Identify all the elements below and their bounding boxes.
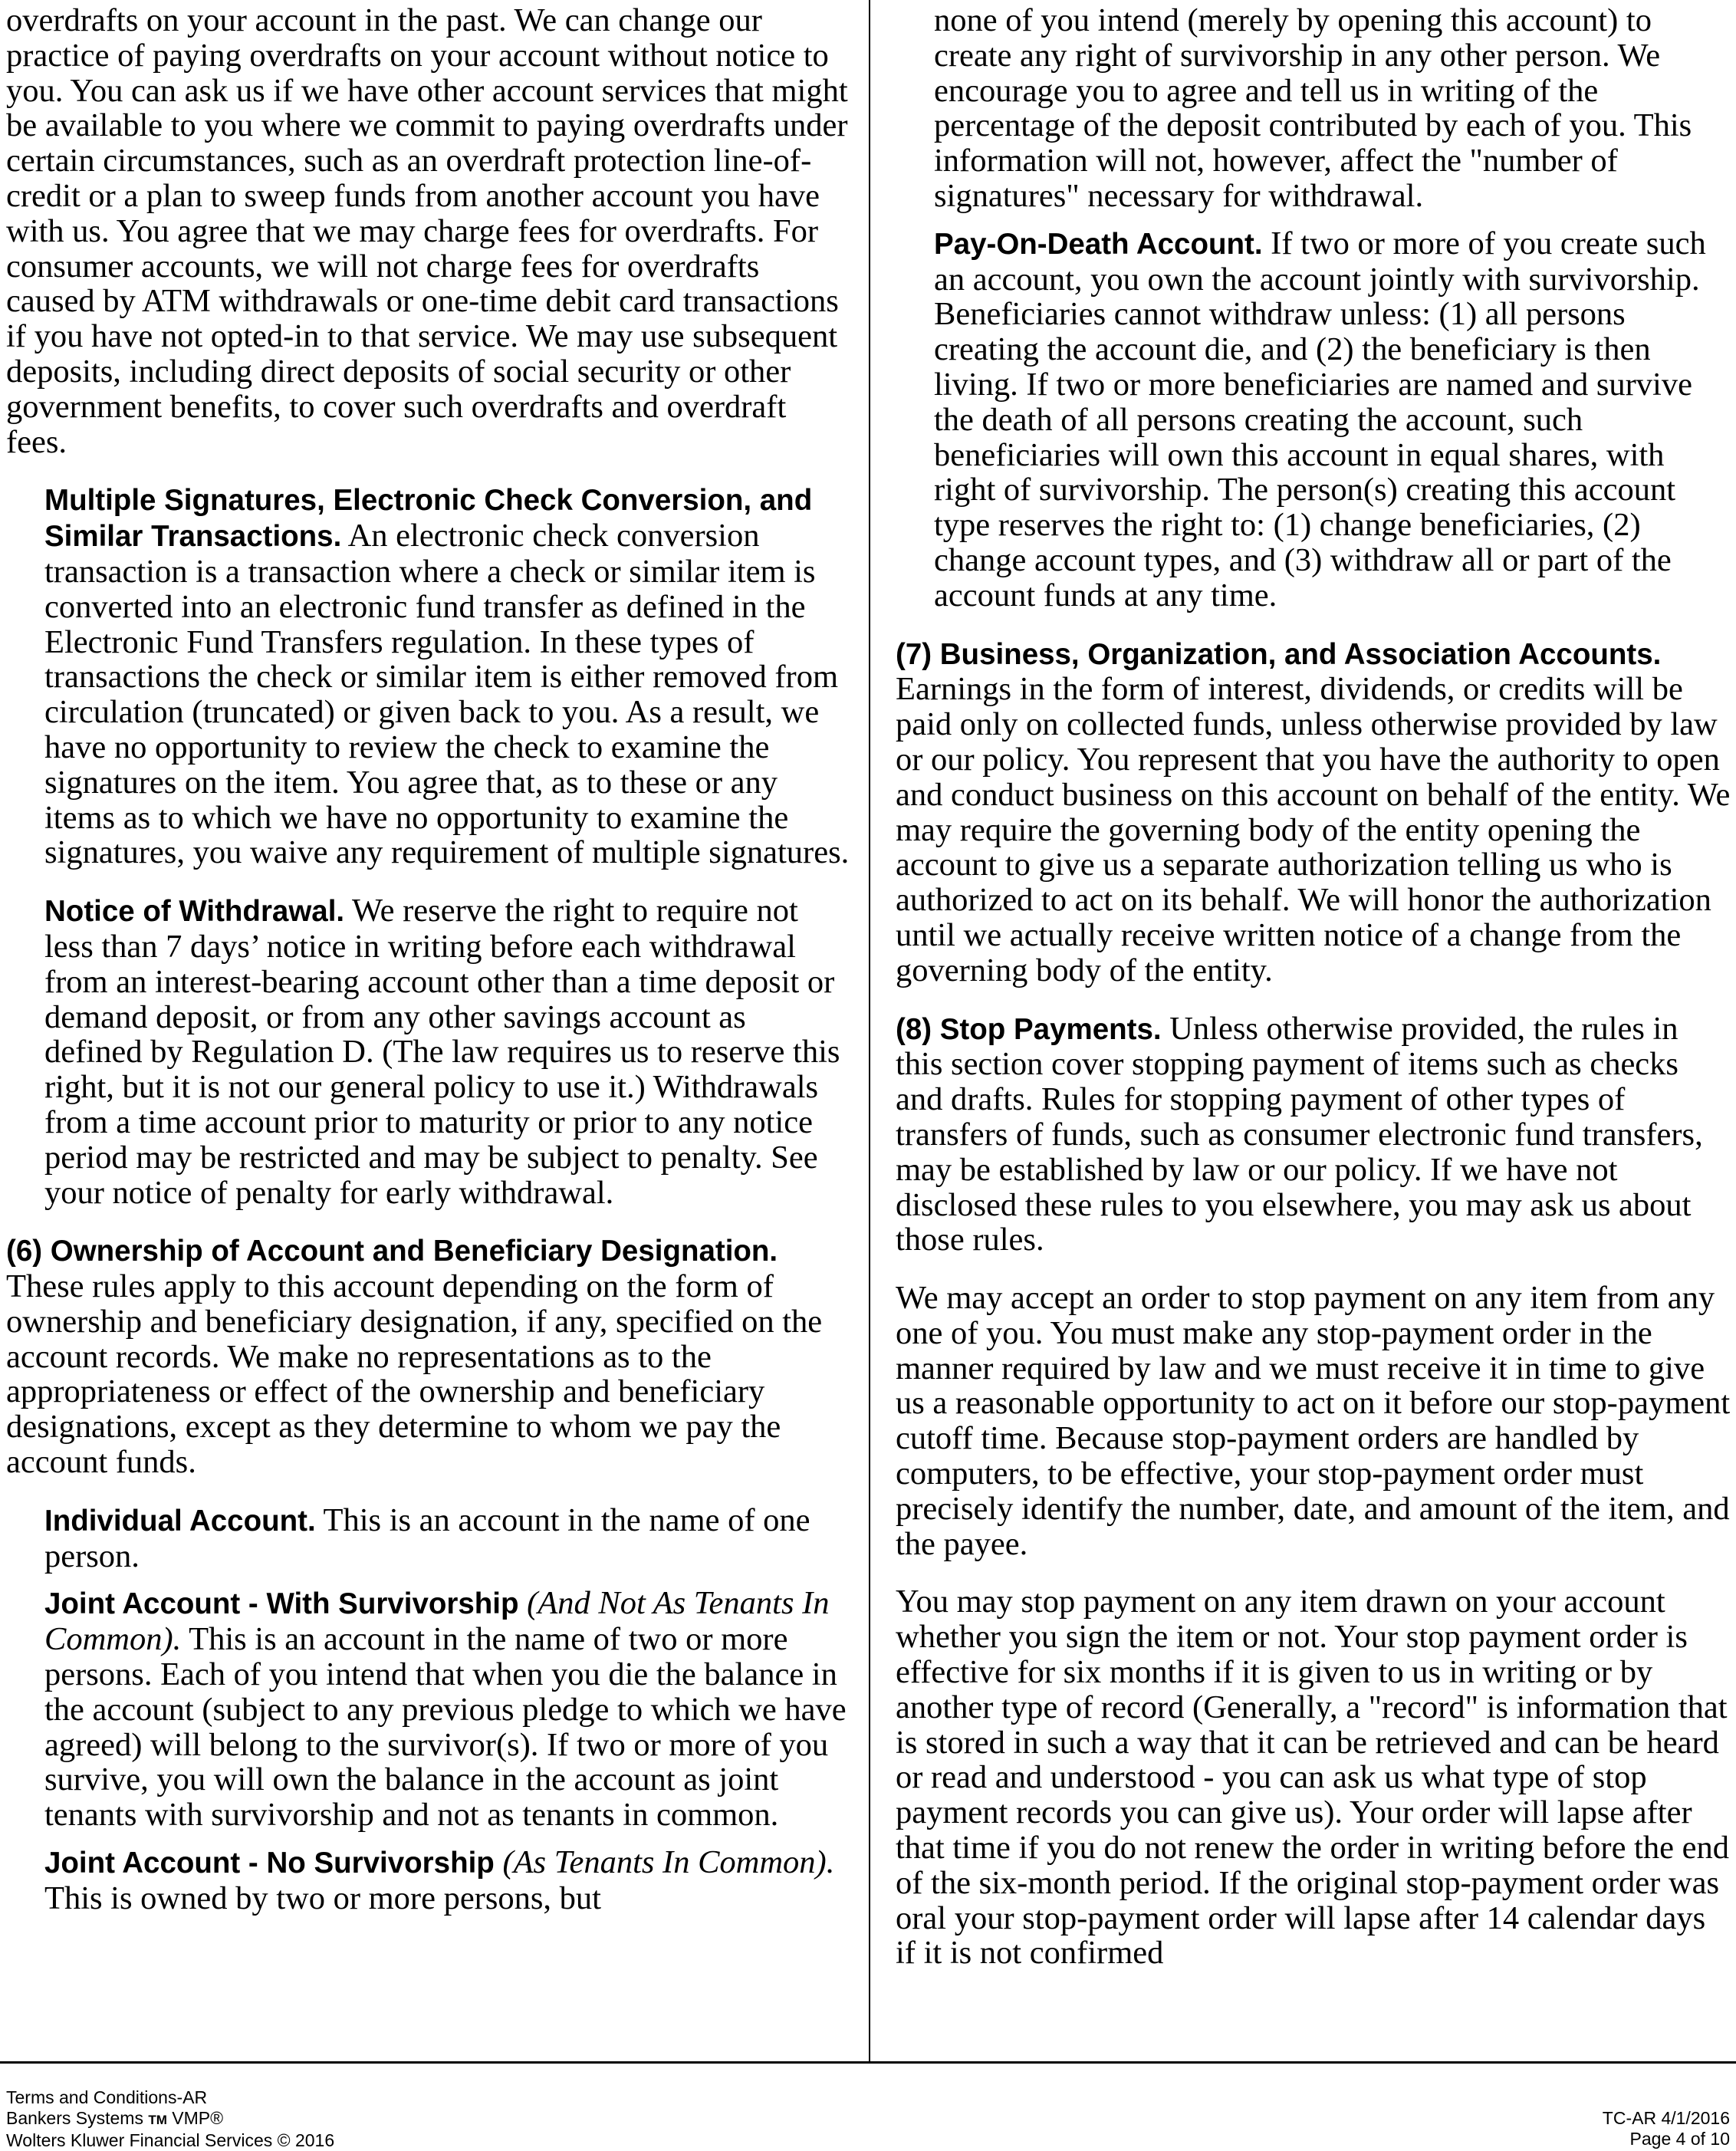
trademark-mark: TM bbox=[148, 2113, 167, 2127]
notice-of-withdrawal-section bbox=[6, 893, 850, 1210]
left-column bbox=[6, 3, 850, 1939]
stop-payments-heading: (8) Stop Payments. bbox=[896, 1012, 1162, 1046]
business-accounts-heading: (7) Business, Organization, and Association Accounts. bbox=[896, 637, 1662, 671]
footer-form-id: TC-AR 4/1/2016 bbox=[1602, 2108, 1730, 2128]
notice-of-withdrawal-body: We reserve the right to require not less than 7 days’ notice in writing before each withdrawal from an interest-bearing account other than a time deposit or demand deposit, or from any other savings account as defined by Regulation D. (The law requires us to reserve this right, but it is not our general policy to use it.) Withdrawals from a time account prior to maturity or prior to any notice period may be restricted and may be subject to penalty. See your notice of penalty for early withdrawal. bbox=[44, 893, 840, 1211]
stop-payments-section bbox=[896, 1011, 1733, 1258]
ownership-section bbox=[6, 1233, 850, 1480]
footer-publisher-name: Bankers Systems bbox=[6, 2108, 143, 2128]
footer-left bbox=[6, 2087, 334, 2151]
joint-with-survivorship-qualifier: (And Not As Tenants In Common). bbox=[44, 1585, 830, 1658]
footer-publisher bbox=[6, 2108, 334, 2130]
joint-no-survivorship-qualifier: (As Tenants In Common). bbox=[502, 1844, 835, 1881]
overdraft-paragraph: overdrafts on your account in the past. We can change our practice of paying overdrafts on your account without notice to you. You can ask us if we have other account services that might be available to you where we commit to paying overdrafts under certain circumstances, such as an overdraft protection line-of-credit or a plan to sweep funds from another account you have with us. You agree that we may charge fees for overdrafts. For consumer accounts, we will not charge fees for overdrafts caused by ATM withdrawals or one-time debit card transactions if you have not opted-in to that service. We may use subsequent deposits, including direct deposits of social security or other government benefits, to cover such overdrafts and overdraft fees. bbox=[6, 2, 848, 460]
stop-payments-body: Unless otherwise provided, the rules in this section cover stopping payment of items such as checks and drafts. Rules for stopping payment of other types of transfers of funds, such as consumer electronic fund transfers, may be established by law or our policy. If we have not disclosed these rules to you elsewhere, you may ask us about those rules. bbox=[896, 1010, 1703, 1258]
individual-account-heading: Individual Account. bbox=[44, 1504, 316, 1538]
stop-payment-order-paragraph: We may accept an order to stop payment on any item from any one of you. You must make any stop-payment order in the manner required by law and we must receive it in time to give us a reasonable opportunity to act on it before our stop-payment cutoff time. Because stop-payment orders are handled by computers, to be effective, your stop-payment order must precisely identify the number, date, and amount of the item, and the payee. bbox=[896, 1280, 1731, 1562]
ownership-heading: (6) Ownership of Account and Beneficiary Designation. bbox=[6, 1235, 778, 1268]
page-number: Page 4 of 10 bbox=[1629, 2129, 1730, 2149]
column-divider bbox=[869, 0, 870, 2061]
multiple-signatures-section bbox=[6, 482, 850, 870]
pay-on-death-section bbox=[896, 226, 1733, 613]
footer-form-title: Terms and Conditions-AR bbox=[6, 2087, 208, 2107]
footer-product: VMP® bbox=[166, 2108, 224, 2128]
joint-no-survivorship-heading: Joint Account - No Survivorship bbox=[44, 1847, 495, 1880]
footer-rule bbox=[0, 2061, 1736, 2064]
joint-no-survivorship-body: This is owned by two or more persons, but bbox=[44, 1880, 601, 1916]
joint-no-survivorship-section bbox=[6, 1845, 850, 1916]
multiple-signatures-heading: Multiple Signatures, Electronic Check Conversion, and Similar Transactions. bbox=[44, 484, 813, 554]
multiple-signatures-body: An electronic check conversion transaction is a transaction where a check or similar item is converted into an electronic fund transfer as defined in the Electronic Fund Transfers regulation. In these types of transactions the check or similar item is either removed from circulation (truncated) or given back to you. As a result, we have no opportunity to review the check to examine the signatures on the item. You agree that, as to these or any items as to which we have no opportunity to examine the signatures, you waive any requirement of multiple signatures. bbox=[44, 518, 850, 871]
individual-account-section bbox=[6, 1503, 850, 1574]
right-column bbox=[896, 3, 1733, 1994]
stop-payment-duration-paragraph: You may stop payment on any item drawn on your account whether you sign the item or not. Your stop payment order is effective for six months if it is given to us in writing or by another type of record (Generally, a "record" is information that is stored in such a way that it can be retrieved and can be heard or read and understood - you can ask us what type of stop payment records you can give us). Your order will lapse after that time if you do not renew the order in writing before the end of the six-month period. If the original stop-payment order was oral your stop-payment order will lapse after 14 calendar days if it is not confirmed bbox=[896, 1584, 1729, 1972]
business-accounts-section bbox=[896, 636, 1733, 988]
footer-right bbox=[1603, 2108, 1730, 2149]
individual-account-body: This is an account in the name of one person. bbox=[44, 1501, 810, 1574]
joint-with-survivorship-section bbox=[6, 1586, 850, 1833]
ownership-body: These rules apply to this account depending on the form of ownership and beneficiary designation, if any, specified on the account records. We make no representations as to the appropriateness or effect of the ownership and beneficiary designations, except as they determine to whom we pay the account funds. bbox=[6, 1268, 823, 1481]
notice-of-withdrawal-heading: Notice of Withdrawal. bbox=[44, 895, 345, 929]
business-accounts-body: Earnings in the form of interest, dividends, or credits will be paid only on collected funds, unless otherwise provided by law or our policy. You represent that you have the authority to open and conduct business on this account on behalf of the entity. We may require the governing body of the entity opening the account to give us a separate authorization telling us who is authorized to act on its behalf. We will honor the authorization until we actually receive written notice of a change from the governing body of the entity. bbox=[896, 671, 1731, 988]
pay-on-death-body: If two or more of you create such an account, you own the account jointly with survivorship. Beneficiaries cannot withdraw unless: (1) all persons creating the account die, and (2) the beneficiary is then living. If two or more beneficiaries are named and survive the death of all persons creating the account, such beneficiaries will own this account in equal shares, with right of survivorship. The person(s) creating this account type reserves the right to: (1) change beneficiaries, (2) change account types, and (3) withdraw all or part of the account funds at any time. bbox=[934, 225, 1706, 613]
footer-copyright: Wolters Kluwer Financial Services © 2016 bbox=[6, 2130, 335, 2150]
pay-on-death-heading: Pay-On-Death Account. bbox=[934, 227, 1263, 261]
joint-with-survivorship-heading: Joint Account - With Survivorship bbox=[44, 1587, 519, 1621]
joint-with-survivorship-body: This is an account in the name of two or more persons. Each of you intend that when you die the balance in the account (subject to any previous pledge to which we have agreed) will belong to the survivor(s). If two or more of you survive, you will own the balance in the account as joint tenants with survivorship and not as tenants in common. bbox=[44, 1621, 847, 1834]
joint-no-survivorship-continued: none of you intend (merely by opening this account) to create any right of survivorship in any other person. We encourage you to agree and tell us in writing of the percentage of the deposit contributed by each of you. This information will not, however, affect the "number of signatures" necessary for withdrawal. bbox=[934, 2, 1692, 214]
